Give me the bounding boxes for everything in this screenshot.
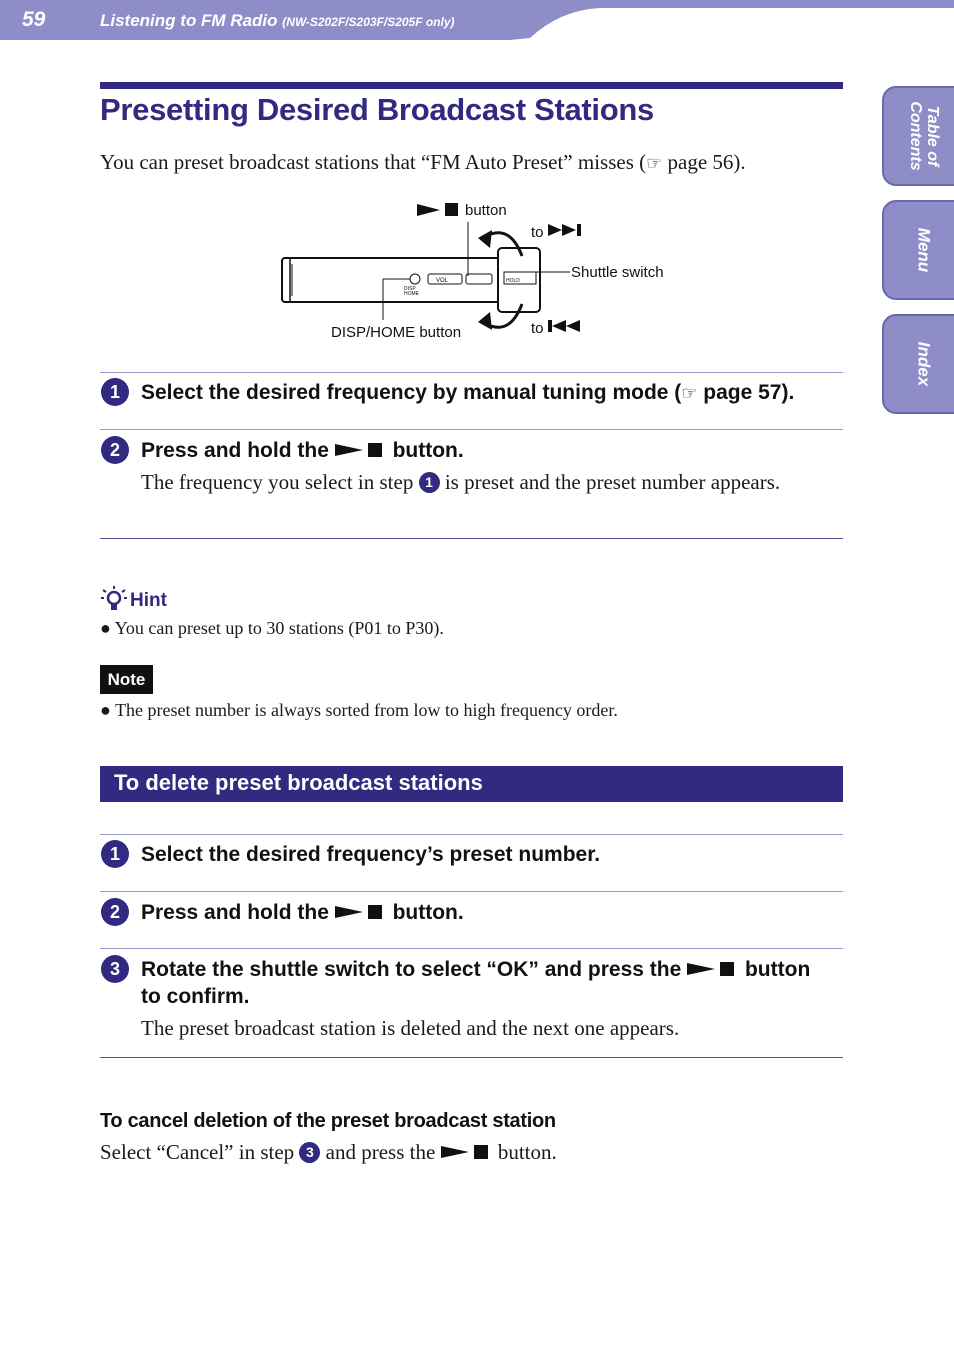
delete-step-2-heading — [141, 901, 464, 925]
preset-step-1-text: Select the desired frequency by manual tuning mode ( — [141, 381, 682, 404]
step-divider — [100, 372, 843, 373]
step-number-badge: 3 — [101, 955, 129, 983]
cancel-body-middle: and press the — [325, 1140, 436, 1164]
page-number: 59 — [22, 8, 46, 31]
header-title — [100, 11, 455, 31]
tab-table-of-contents-label: Table of Contents — [907, 101, 941, 171]
header-title-suffix: (NW-S202F/S203F/S205F only) — [282, 15, 455, 29]
preset-step-2-heading — [141, 439, 464, 463]
next-icon-tri2 — [562, 224, 576, 236]
step-divider — [100, 948, 843, 949]
step-divider — [100, 1057, 843, 1058]
tab-table-of-contents[interactable] — [882, 86, 954, 186]
diagram-shuttle-label: Shuttle switch — [571, 264, 664, 281]
step-number-badge: 2 — [101, 898, 129, 926]
step-divider — [100, 538, 843, 539]
cancel-body-before: Select “Cancel” in step — [100, 1140, 295, 1164]
step-divider — [100, 429, 843, 430]
lightbulb-icon — [100, 586, 128, 614]
delete-step-2-text: Press and hold the — [141, 901, 329, 924]
step-ref-badge: 1 — [419, 472, 440, 493]
step-number-badge: 1 — [101, 378, 129, 406]
delete-step-3-heading-line2: to confirm. — [141, 985, 250, 1008]
diagram-to-prev-label: to — [531, 320, 544, 337]
step-divider — [100, 834, 843, 835]
preset-step-2-text-after: button. — [392, 439, 464, 462]
cancel-body — [100, 1140, 557, 1165]
tab-menu[interactable] — [882, 200, 954, 300]
page-title: Presetting Desired Broadcast Stations — [100, 92, 654, 127]
pointing-hand-icon: ☞ — [646, 153, 663, 174]
diagram-to-next-label: to — [531, 224, 544, 241]
cancel-body-after: button. — [497, 1140, 557, 1164]
step-divider — [100, 891, 843, 892]
play-stop-icon — [335, 442, 387, 458]
pointing-hand-icon: ☞ — [681, 383, 698, 404]
preset-step-1-heading — [141, 381, 794, 405]
home-label: HOME — [404, 291, 419, 297]
step-ref-badge: 3 — [299, 1142, 320, 1163]
play-stop-button — [466, 274, 492, 284]
play-stop-icon — [441, 1144, 493, 1160]
disp-home-button — [410, 274, 420, 284]
prev-icon-tri1 — [552, 320, 566, 332]
intro-text — [100, 150, 746, 175]
stop-icon — [445, 203, 458, 216]
intro-text-after: ). — [733, 150, 746, 174]
next-icon-tri1 — [548, 224, 562, 236]
delete-step-3-text: Rotate the shuttle switch to select “OK” and press the — [141, 958, 682, 981]
tab-index-label: Index — [914, 341, 934, 387]
intro-page-ref[interactable]: page 56 — [667, 150, 734, 174]
delete-step-3-text-after: button — [744, 958, 811, 981]
disp-label: DISP — [404, 286, 416, 292]
intro-text-before: You can preset broadcast stations that “FM Auto Preset” misses ( — [100, 150, 647, 174]
rotate-down-arrow — [478, 312, 492, 330]
tab-menu-label: Menu — [914, 227, 934, 273]
delete-step-1-heading: Select the desired frequency’s preset number. — [141, 843, 601, 866]
next-icon-bar — [577, 224, 581, 236]
note-badge: Note — [100, 665, 153, 694]
prev-icon-bar — [548, 320, 552, 332]
rotate-up-arrow — [478, 230, 492, 248]
preset-step-2-body-before: The frequency you select in step — [141, 470, 414, 494]
tab-index[interactable] — [882, 314, 954, 414]
preset-step-1-text-after: ). — [781, 381, 795, 404]
preset-step-1-page-ref[interactable]: page 57 — [703, 381, 782, 404]
bullet-icon: ● — [100, 618, 111, 638]
preset-step-2-body — [141, 469, 801, 496]
step-number-badge: 2 — [101, 436, 129, 464]
delete-step-3-body: The preset broadcast station is deleted and the next one appears. — [141, 1016, 680, 1040]
hint-label: Hint — [130, 590, 167, 611]
header-title-main: Listening to FM Radio — [100, 11, 278, 30]
title-rule — [100, 82, 843, 89]
diagram-play-button-label: button — [465, 202, 507, 219]
section-title: To delete preset broadcast stations — [114, 770, 483, 795]
preset-step-2-text: Press and hold the — [141, 439, 329, 462]
volume-label: VOL — [436, 278, 449, 284]
cancel-heading: To cancel deletion of the preset broadcast station — [100, 1110, 556, 1132]
note-bullet-text: The preset number is always sorted from low to high frequency order. — [115, 700, 618, 720]
delete-step-3-heading — [141, 958, 810, 982]
hint-bullet — [100, 618, 444, 639]
prev-icon-tri2 — [566, 320, 580, 332]
delete-step-2-text-after: button. — [392, 901, 464, 924]
hold-label: HOLD — [506, 278, 520, 284]
step-number-badge: 1 — [101, 840, 129, 868]
preset-step-2-body-after: is preset and the preset number appears. — [444, 470, 781, 494]
hint-bullet-text: You can preset up to 30 stations (P01 to P30). — [114, 618, 444, 638]
play-icon — [417, 204, 440, 216]
diagram-disp-home-label: DISP/HOME button — [331, 324, 462, 341]
bullet-icon: ● — [100, 700, 111, 720]
play-stop-icon — [687, 961, 739, 977]
play-stop-icon — [335, 904, 387, 920]
note-bullet — [100, 700, 618, 721]
